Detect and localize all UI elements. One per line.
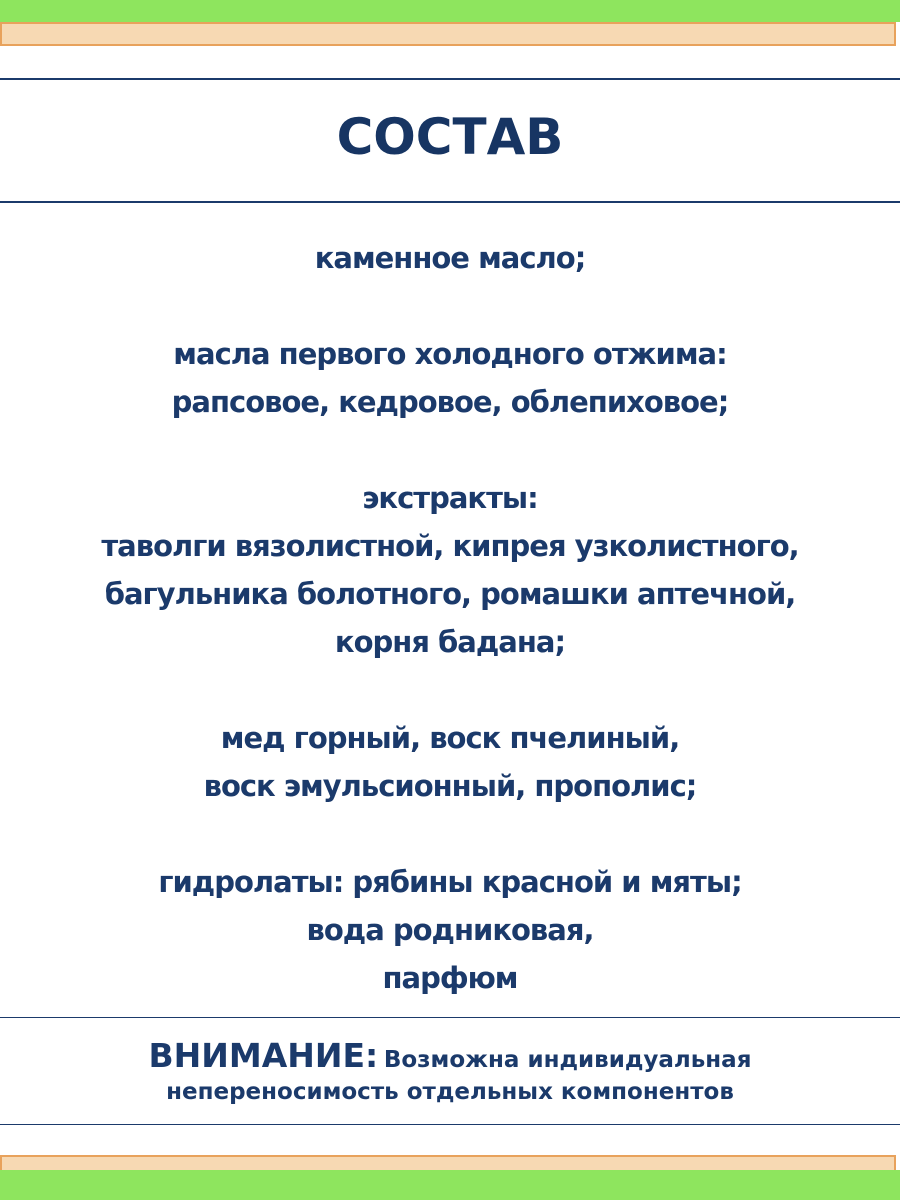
ingredients-list bbox=[0, 234, 900, 1002]
warning-block bbox=[0, 1036, 900, 1108]
warning-line-1 bbox=[0, 1036, 900, 1076]
paragraph-gap bbox=[0, 666, 900, 714]
title-bottom-rule bbox=[0, 201, 900, 203]
ingredient-line: экстракты: bbox=[362, 481, 538, 515]
ingredient-line: воск эмульсионный, прополис; bbox=[203, 769, 697, 803]
ingredient-line: таволги вязолистной, кипрея узколистного, bbox=[101, 529, 799, 563]
ingredient-line: мед горный, воск пчелиный, bbox=[220, 721, 680, 755]
ingredient-line: гидролаты: рябины красной и мяты; bbox=[158, 865, 742, 899]
ingredient-line: масла первого холодного отжима: bbox=[173, 337, 727, 371]
ingredient-line: корня бадана; bbox=[334, 625, 566, 659]
warning-label: ВНИМАНИЕ: bbox=[148, 1036, 379, 1075]
ingredient-line: рапсовое, кедровое, облепиховое; bbox=[171, 385, 729, 419]
warning-top-rule bbox=[0, 1017, 900, 1018]
title-top-rule bbox=[0, 78, 900, 80]
ingredient-line: каменное масло; bbox=[314, 241, 586, 275]
paragraph-gap bbox=[0, 810, 900, 858]
top-green-band bbox=[0, 0, 900, 22]
ingredient-line: вода родниковая, bbox=[306, 913, 594, 947]
paragraph-gap bbox=[0, 282, 900, 330]
warning-text-part1: Возможна индивидуальная bbox=[383, 1047, 752, 1073]
warning-text-part2: непереносимость отдельных компонентов bbox=[166, 1079, 734, 1105]
ingredient-line: багульника болотного, ромашки аптечной, bbox=[104, 577, 796, 611]
page-title: СОСТАВ bbox=[336, 108, 564, 166]
ingredient-line: парфюм bbox=[382, 961, 518, 995]
bottom-green-band bbox=[0, 1170, 900, 1200]
top-tan-band bbox=[0, 22, 896, 46]
paragraph-gap bbox=[0, 426, 900, 474]
warning-bottom-rule bbox=[0, 1124, 900, 1125]
